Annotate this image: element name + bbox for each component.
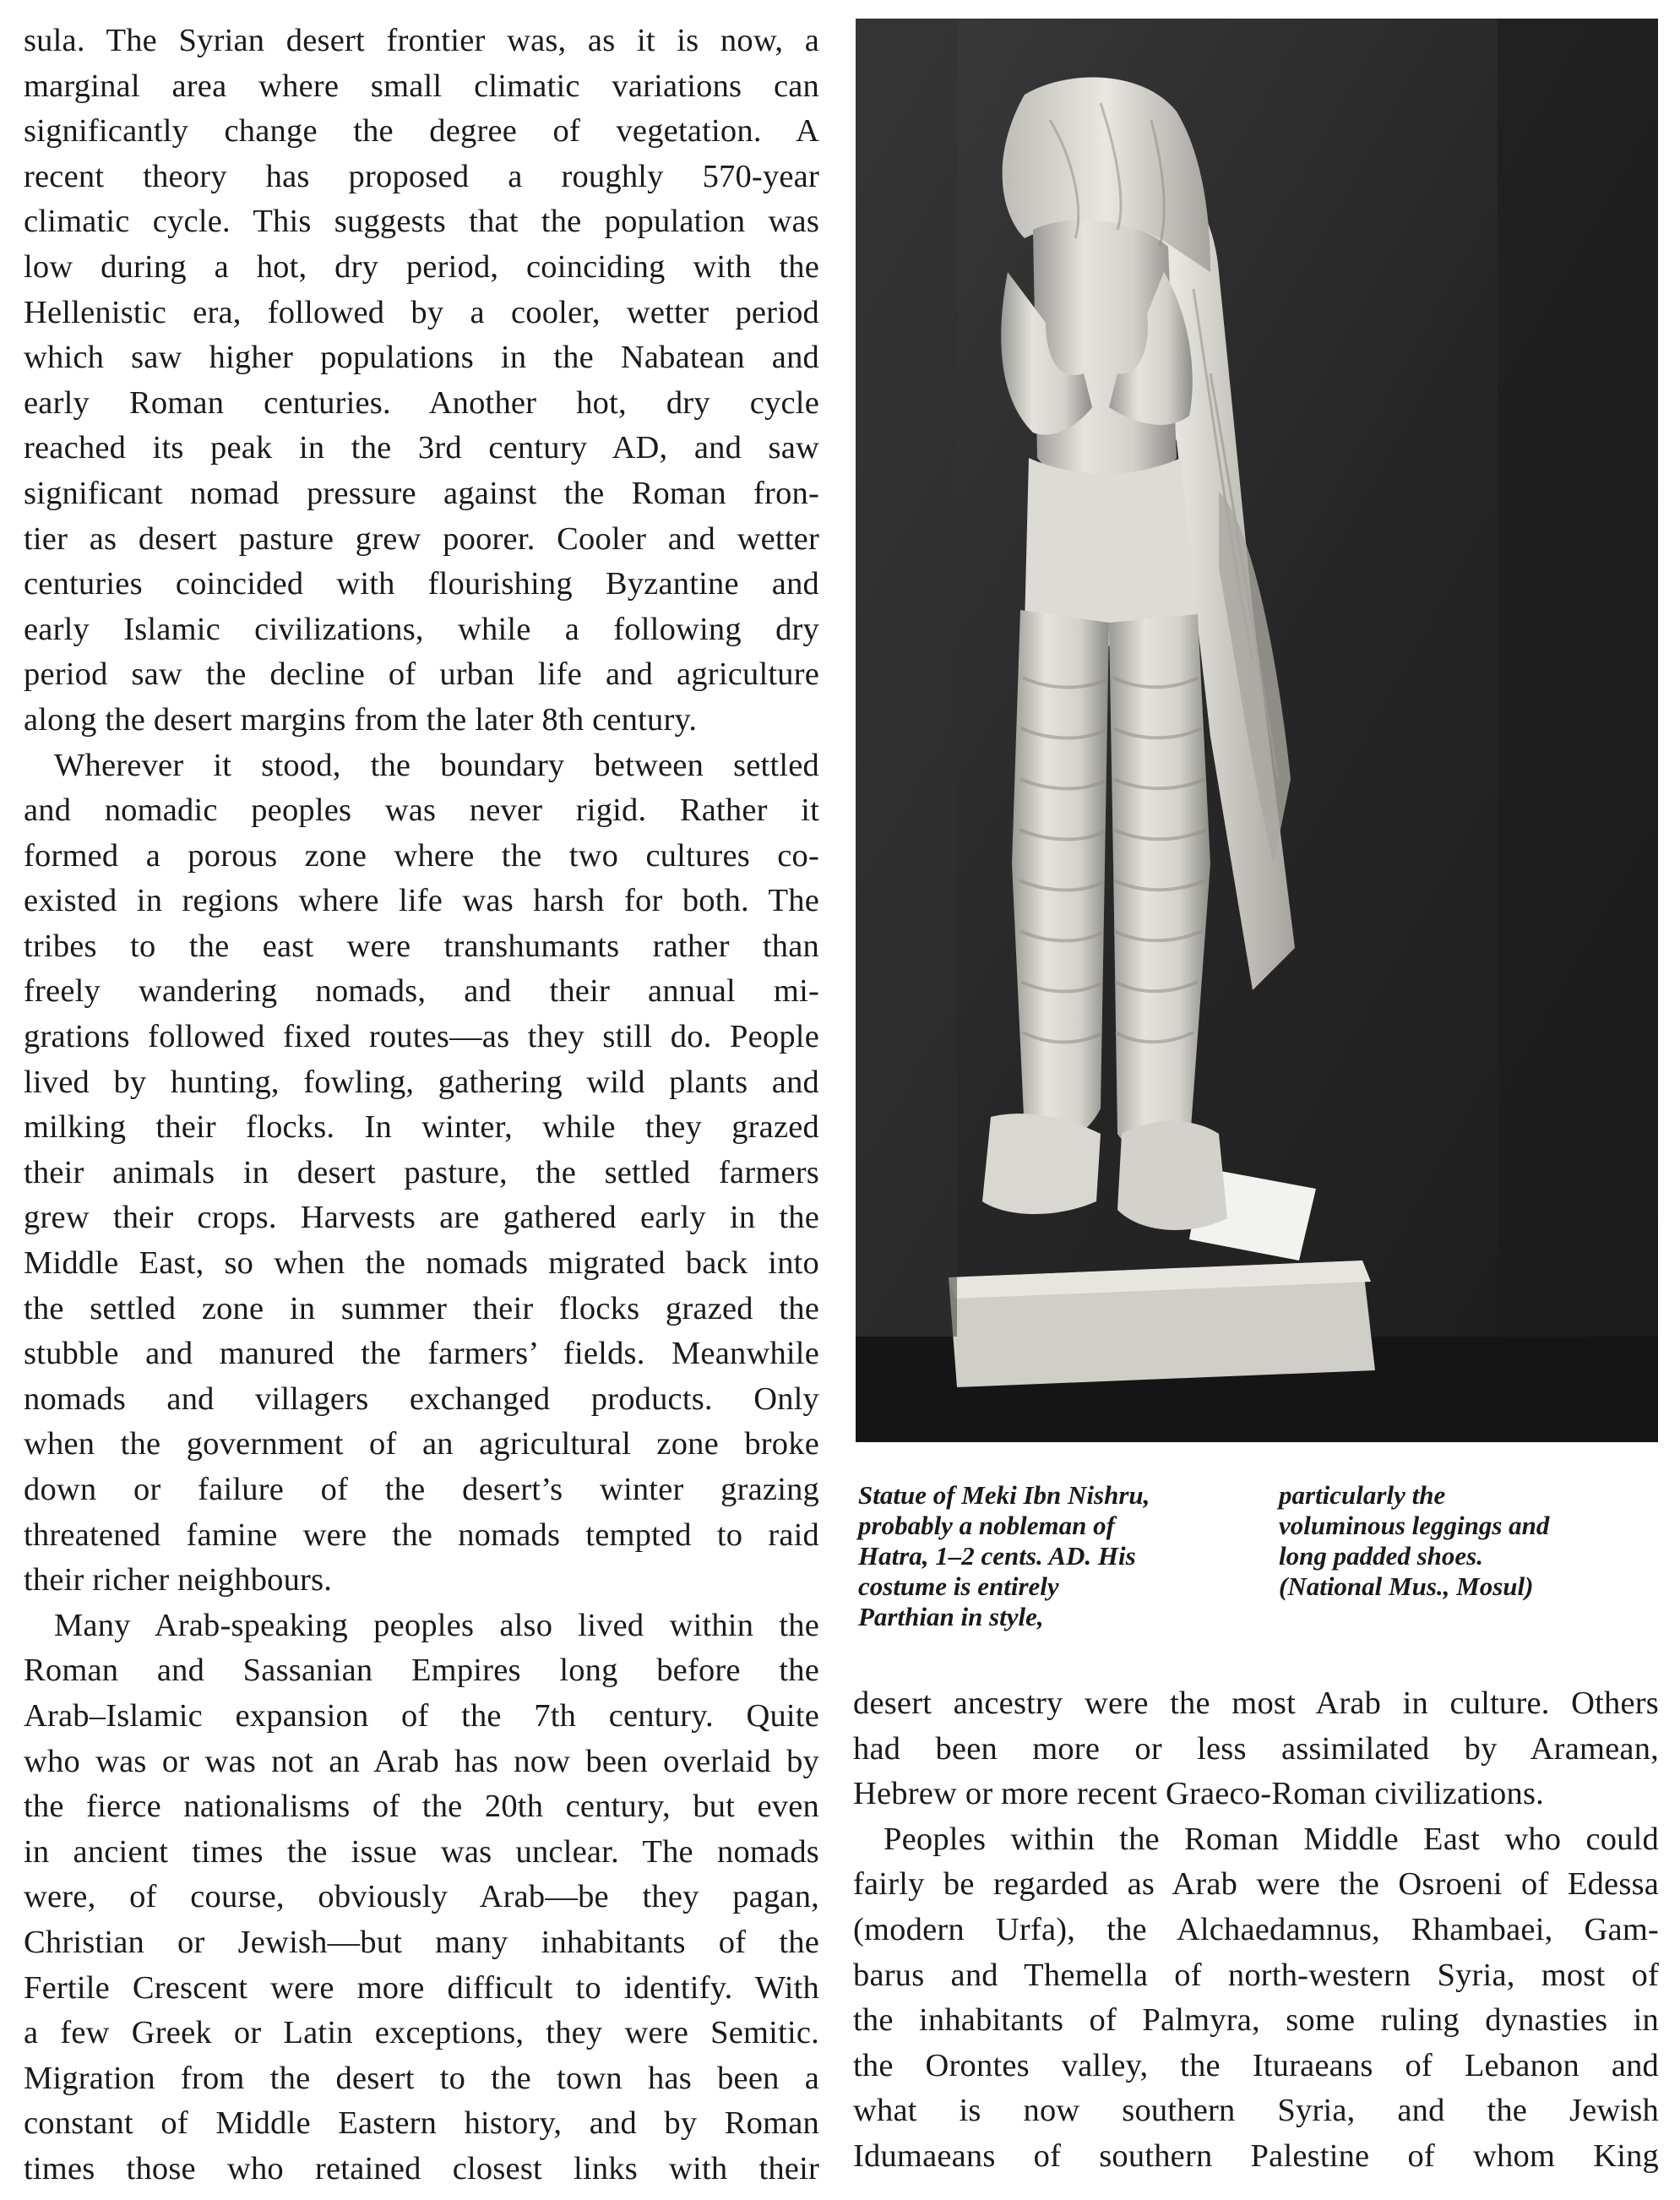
text-line: (modern Urfa), the Alchaedamnus, Rhambaei, Gam- <box>853 1911 1659 1947</box>
text-line: stubble and manured the farmers’ fields. Meanwhile <box>24 1336 819 1372</box>
text-line: marginal area where small climatic variations can <box>24 68 819 104</box>
text-line: tribes to the east were transhumants rather than <box>24 928 819 964</box>
text-line: Roman and Sassanian Empires long before the <box>24 1653 819 1689</box>
text-line: freely wandering nomads, and their annual mi- <box>24 973 819 1010</box>
text-line: had been more or less assimilated by Aramean, <box>853 1730 1659 1767</box>
caption-line: Statue of Meki Ibn Nishru, <box>858 1480 1150 1510</box>
right-text-column <box>853 1681 1659 2180</box>
text-line: sula. The Syrian desert frontier was, as it is now, a <box>24 23 819 58</box>
text-line: a few Greek or Latin exceptions, they were Semitic. <box>24 2015 819 2051</box>
text-line: grew their crops. Harvests are gathered early in the <box>24 1200 819 1236</box>
caption-line: Hatra, 1–2 cents. AD. His <box>858 1541 1136 1571</box>
text-line: in ancient times the issue was unclear. The nomads <box>24 1833 819 1870</box>
text-line: their richer neighbours. <box>24 1562 333 1598</box>
text-line: nomads and villagers exchanged products. Only <box>24 1380 819 1417</box>
paragraph-start-line: Wherever it stood, the boundary between settled <box>54 747 819 783</box>
text-line: period saw the decline of urban life and agriculture <box>24 656 819 693</box>
text-line: formed a porous zone where the two cultures co- <box>24 837 819 874</box>
text-line: Migration from the desert to the town has been a <box>24 2060 819 2096</box>
text-line: milking their flocks. In winter, while they grazed <box>24 1109 819 1146</box>
text-line: existed in regions where life was harsh for both. The <box>24 883 819 919</box>
text-line: down or failure of the desert’s winter grazing <box>24 1472 819 1507</box>
text-line: significant nomad pressure against the Roman fron- <box>24 475 819 511</box>
text-line: when the government of an agricultural zone broke <box>24 1426 819 1462</box>
text-line: Fertile Crescent were more difficult to identify. With <box>24 1969 819 2006</box>
left-text-column <box>24 19 819 2192</box>
text-line: reached its peak in the 3rd century AD, and saw <box>24 430 819 466</box>
text-line: times those who retained closest links with their <box>24 2150 819 2186</box>
caption-line: probably a nobleman of <box>858 1511 1115 1540</box>
text-line: and nomadic peoples was never rigid. Rather it <box>24 792 819 829</box>
text-line: Arab–Islamic expansion of the 7th century. Quite <box>24 1697 819 1734</box>
text-line: fairly be regarded as Arab were the Osroeni of Edessa <box>853 1866 1659 1903</box>
statue-illustration <box>856 19 1658 1442</box>
text-line: grations followed fixed routes—as they still do. People <box>24 1019 819 1055</box>
text-line: the settled zone in summer their flocks grazed the <box>24 1290 819 1326</box>
text-line: which saw higher populations in the Nabatean and <box>24 340 819 376</box>
caption-line: (National Mus., Mosul) <box>1279 1571 1534 1601</box>
text-line: lived by hunting, fowling, gathering wild plants and <box>24 1064 819 1100</box>
text-line: low during a hot, dry period, coinciding with the <box>24 248 819 285</box>
text-line: tier as desert pasture grew poorer. Cooler and wetter <box>24 520 819 557</box>
text-line: along the desert margins from the later 8th century. <box>24 701 698 738</box>
text-line: early Islamic civilizations, while a following dry <box>24 611 819 647</box>
caption-line: particularly the <box>1279 1480 1446 1510</box>
photo-caption-part-2 <box>1279 1480 1659 1602</box>
text-line: desert ancestry were the most Arab in culture. Others <box>853 1685 1659 1721</box>
statue-photograph <box>856 19 1658 1442</box>
paragraph-start-line: Many Arab-speaking peoples also lived within the <box>54 1607 819 1643</box>
paragraph-start-line: Peoples within the Roman Middle East who could <box>883 1821 1659 1857</box>
text-line: the Orontes valley, the Ituraeans of Lebanon and <box>853 2047 1659 2083</box>
text-line: Hellenistic era, followed by a cooler, wetter period <box>24 294 819 330</box>
text-line: were, of course, obviously Arab—be they pagan, <box>24 1879 819 1915</box>
text-line: Christian or Jewish—but many inhabitants of the <box>24 1924 819 1960</box>
text-line: Idumaeans of southern Palestine of whom King <box>853 2137 1659 2174</box>
text-line: constant of Middle Eastern history, and by Roman <box>24 2105 819 2142</box>
caption-line: Parthian in style, <box>858 1602 1044 1631</box>
text-line: centuries coincided with flourishing Byzantine and <box>24 566 819 602</box>
text-line: who was or was not an Arab has now been overlaid by <box>24 1743 819 1779</box>
text-line: climatic cycle. This suggests that the population was <box>24 204 819 240</box>
text-line: significantly change the degree of vegetation. A <box>24 113 819 150</box>
caption-line: long padded shoes. <box>1279 1541 1483 1571</box>
text-line: Middle East, so when the nomads migrated back into <box>24 1245 819 1282</box>
text-line: recent theory has proposed a roughly 570-year <box>24 158 819 194</box>
text-line: what is now southern Syria, and the Jewish <box>853 2093 1659 2129</box>
caption-line: costume is entirely <box>858 1571 1059 1601</box>
caption-line: voluminous leggings and <box>1279 1511 1550 1540</box>
photo-caption-part-1 <box>858 1480 1255 1632</box>
text-line: early Roman centuries. Another hot, dry cycle <box>24 384 819 421</box>
text-line: Hebrew or more recent Graeco-Roman civilizations. <box>853 1776 1544 1812</box>
text-line: threatened famine were the nomads tempted to raid <box>24 1517 819 1553</box>
text-line: their animals in desert pasture, the settled farmers <box>24 1154 819 1190</box>
text-line: the inhabitants of Palmyra, some ruling dynasties in <box>853 2002 1659 2039</box>
text-line: the fierce nationalisms of the 20th century, but even <box>24 1789 819 1825</box>
text-line: barus and Themella of north-western Syria, most of <box>853 1957 1659 1993</box>
